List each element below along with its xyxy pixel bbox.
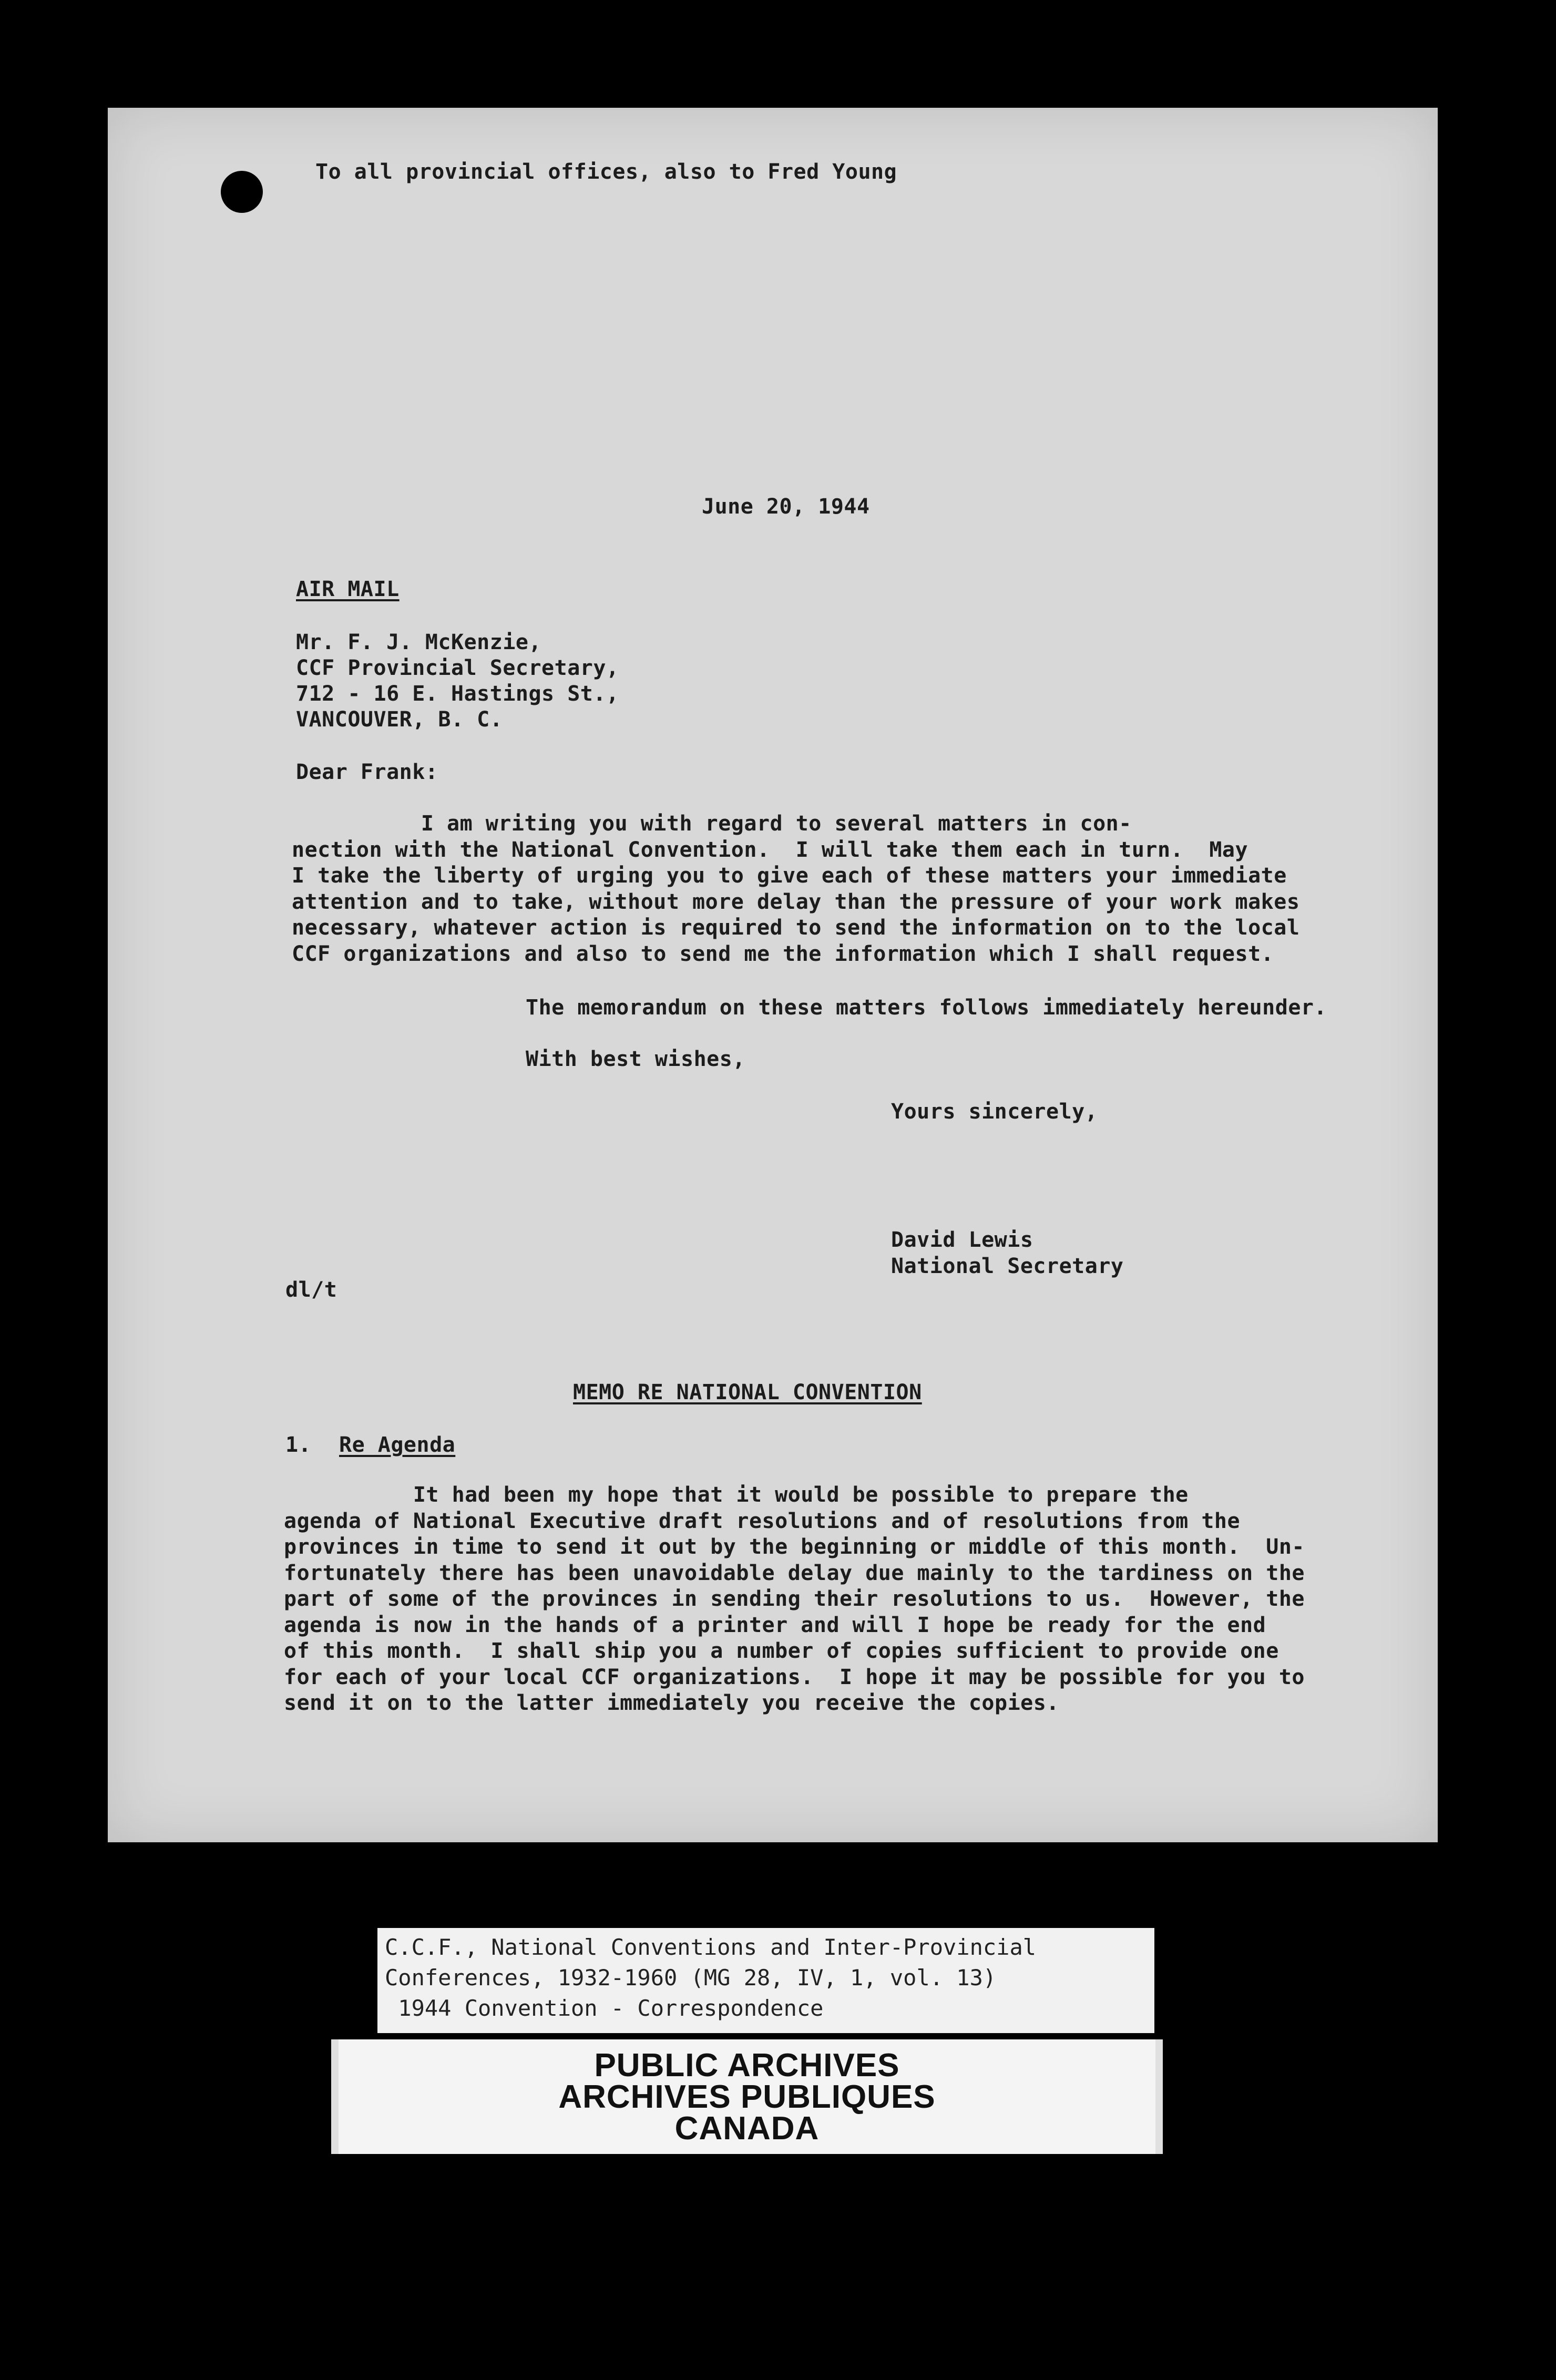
body-line: CCF organizations and also to send me the information which I shall request. bbox=[292, 941, 1274, 966]
memo-line: of this month. I shall ship you a number of copies sufficient to provide one bbox=[284, 1639, 1279, 1663]
archive-stamp-line: ARCHIVES PUBLIQUES bbox=[558, 2079, 936, 2115]
body-line: I take the liberty of urging you to give each of these matters your immediate bbox=[292, 864, 1287, 888]
memo-item-title: Re Agenda bbox=[339, 1433, 456, 1457]
recipient-title: CCF Provincial Secretary, bbox=[296, 656, 619, 680]
archive-stamp bbox=[331, 2039, 1163, 2154]
archive-label-line: C.C.F., National Conventions and Inter-Provincial bbox=[385, 1934, 1037, 1960]
recipient-city: VANCOUVER, B. C. bbox=[296, 707, 503, 732]
memo-line: part of some of the provinces in sending their resolutions to us. However, the bbox=[284, 1587, 1305, 1611]
memo-line: for each of your local CCF organizations. I hope it may be possible for you to bbox=[284, 1665, 1305, 1689]
valediction: Yours sincerely, bbox=[891, 1100, 1098, 1124]
closing-wish: With best wishes, bbox=[526, 1047, 745, 1071]
memo-item-number: 1. bbox=[285, 1433, 312, 1457]
memo-line: send it on to the latter immediately you receive the copies. bbox=[284, 1691, 1059, 1715]
memo-line: fortunately there has been unavoidable delay due mainly to the tardiness on the bbox=[284, 1561, 1305, 1585]
body-line: attention and to take, without more delay than the pressure of your work makes bbox=[292, 889, 1300, 914]
body-line: nection with the National Convention. I will take them each in turn. May bbox=[292, 837, 1248, 862]
memo-line: provinces in time to send it out by the beginning or middle of this month. Un- bbox=[284, 1535, 1305, 1559]
memo-note: The memorandum on these matters follows immediately hereunder. bbox=[526, 996, 1327, 1020]
memo-paragraph bbox=[284, 1482, 1305, 1717]
memo-line: It had been my hope that it would be possible to prepare the bbox=[284, 1483, 1189, 1507]
body-line: I am writing you with regard to several matters in con- bbox=[292, 812, 1132, 836]
distribution-note: To all provincial offices, also to Fred Young bbox=[315, 160, 897, 184]
memo-line: agenda is now in the hands of a printer and will I hope be ready for the end bbox=[284, 1613, 1266, 1637]
body-line: necessary, whatever action is required to send the information on to the local bbox=[292, 916, 1300, 940]
archive-label-line: 1944 Convention - Correspondence bbox=[385, 1995, 824, 2021]
memo-heading: MEMO RE NATIONAL CONVENTION bbox=[573, 1380, 922, 1404]
letter-page bbox=[108, 108, 1438, 1842]
typist-initials: dl/t bbox=[285, 1278, 337, 1302]
letter-date: June 20, 1944 bbox=[702, 495, 870, 519]
punch-hole bbox=[221, 171, 263, 213]
archive-label bbox=[377, 1928, 1154, 2033]
memo-line: agenda of National Executive draft resolutions and of resolutions from the bbox=[284, 1509, 1241, 1533]
salutation: Dear Frank: bbox=[296, 760, 438, 784]
delivery-method: AIR MAIL bbox=[296, 577, 400, 601]
signer-title: National Secretary bbox=[891, 1254, 1124, 1278]
archive-stamp-line: CANADA bbox=[674, 2110, 820, 2147]
body-paragraph bbox=[292, 811, 1299, 967]
signer-name: David Lewis bbox=[891, 1228, 1033, 1252]
recipient-street: 712 - 16 E. Hastings St., bbox=[296, 682, 619, 706]
archive-label-line: Conferences, 1932-1960 (MG 28, IV, 1, vol. 13) bbox=[385, 1965, 997, 1991]
archive-stamp-line: PUBLIC ARCHIVES bbox=[594, 2047, 900, 2084]
recipient-name: Mr. F. J. McKenzie, bbox=[296, 630, 542, 654]
